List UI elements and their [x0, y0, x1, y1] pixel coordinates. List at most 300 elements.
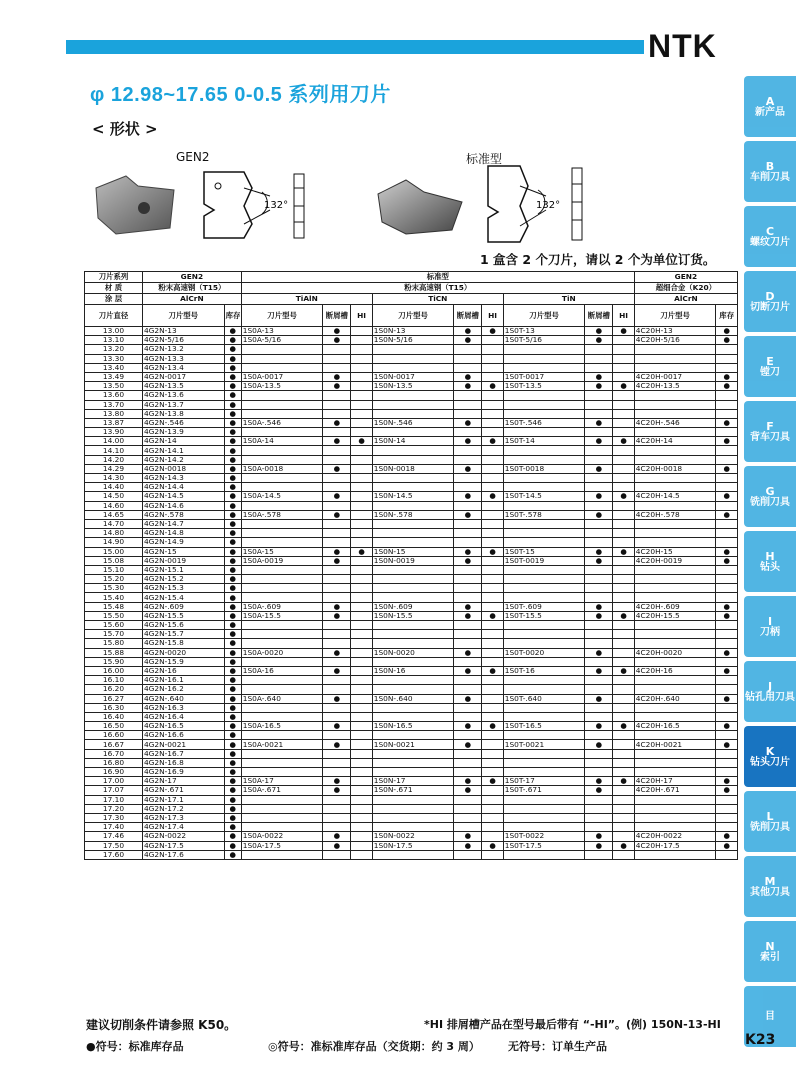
cell-a — [241, 354, 323, 363]
cell-a2 — [351, 529, 372, 538]
cell-t2 — [613, 786, 634, 795]
cell-t2 — [613, 602, 634, 611]
cell-t — [503, 363, 585, 372]
table-row — [85, 455, 738, 464]
cell-g: 4G2N-17.4 — [142, 823, 224, 832]
cell-a1: ● — [323, 510, 351, 519]
cell-t — [503, 575, 585, 584]
cell-c — [372, 621, 454, 630]
cell-a1: ● — [323, 437, 351, 446]
cell-t1: ● — [585, 336, 613, 345]
cell-t — [503, 639, 585, 648]
cell-k — [634, 795, 716, 804]
cell-t1 — [585, 804, 613, 813]
cell-a2 — [351, 712, 372, 721]
cell-a — [241, 685, 323, 694]
cell-t — [503, 593, 585, 602]
cell-t2: ● — [613, 382, 634, 391]
cell-t1 — [585, 639, 613, 648]
cell-a2 — [351, 823, 372, 832]
cell-g: 4G2N-.609 — [142, 602, 224, 611]
cell-c2 — [482, 795, 503, 804]
cell-c2: ● — [482, 547, 503, 556]
cell-t — [503, 584, 585, 593]
section-subtitle: < 形状 > — [92, 120, 158, 138]
cell-k — [634, 630, 716, 639]
cell-a — [241, 529, 323, 538]
table-row — [85, 400, 738, 409]
cell-t: 1S0T-5/16 — [503, 336, 585, 345]
cell-t2 — [613, 731, 634, 740]
cell-t1 — [585, 538, 613, 547]
cell-k1 — [716, 446, 738, 455]
hdr-standard: 标准型 — [241, 272, 634, 283]
cell-ga: ● — [224, 547, 241, 556]
cell-a — [241, 483, 323, 492]
cell-a — [241, 345, 323, 354]
cell-k1 — [716, 630, 738, 639]
table-row — [85, 593, 738, 602]
cell-d: 15.30 — [85, 584, 143, 593]
hdr-gen2: GEN2 — [142, 272, 241, 283]
cell-ga: ● — [224, 474, 241, 483]
cell-t: 1S0T-16.5 — [503, 722, 585, 731]
side-tab-c[interactable] — [744, 206, 796, 267]
cell-c1 — [454, 850, 482, 859]
cell-c: 1S0N-.640 — [372, 694, 454, 703]
cell-c — [372, 363, 454, 372]
cell-d: 16.10 — [85, 676, 143, 685]
cell-c: 1S0N-.578 — [372, 510, 454, 519]
cell-c: 1S0N-0018 — [372, 464, 454, 473]
side-tab-f[interactable] — [744, 401, 796, 462]
cell-k — [634, 639, 716, 648]
cell-d: 15.08 — [85, 556, 143, 565]
cell-k1: ● — [716, 786, 738, 795]
cell-c — [372, 823, 454, 832]
cell-c: 1S0N-15 — [372, 547, 454, 556]
cell-t1 — [585, 474, 613, 483]
cell-t — [503, 749, 585, 758]
cell-c2 — [482, 345, 503, 354]
hdr-diameter: 刀片直径 — [85, 305, 143, 327]
cell-t2 — [613, 630, 634, 639]
cell-c1: ● — [454, 464, 482, 473]
cell-a2 — [351, 850, 372, 859]
side-tab-letter: N — [765, 939, 775, 953]
side-tab-e[interactable] — [744, 336, 796, 397]
cell-t1: ● — [585, 694, 613, 703]
cell-t1: ● — [585, 382, 613, 391]
cell-c1 — [454, 804, 482, 813]
cell-k: 4C20H-.578 — [634, 510, 716, 519]
hdr-material-hss2: 粉末高速钢（T15） — [241, 283, 634, 294]
cell-t1 — [585, 354, 613, 363]
cell-k1 — [716, 823, 738, 832]
cell-g: 4G2N-13.5 — [142, 382, 224, 391]
cell-t2 — [613, 565, 634, 574]
cell-c2 — [482, 483, 503, 492]
cell-g: 4G2N-13.2 — [142, 345, 224, 354]
cell-t2 — [613, 336, 634, 345]
cell-k — [634, 685, 716, 694]
cell-c2 — [482, 474, 503, 483]
cell-a1 — [323, 538, 351, 547]
cell-a1 — [323, 768, 351, 777]
cell-c2 — [482, 565, 503, 574]
table-row — [85, 327, 738, 336]
cell-c1 — [454, 519, 482, 528]
cell-a — [241, 428, 323, 437]
cell-a: 1S0A-.640 — [241, 694, 323, 703]
cell-g: 4G2N-17.2 — [142, 804, 224, 813]
cell-k1 — [716, 685, 738, 694]
cell-a: 1S0A-13.5 — [241, 382, 323, 391]
table-row — [85, 676, 738, 685]
cell-c — [372, 685, 454, 694]
cell-t1 — [585, 630, 613, 639]
brand-logo: NTK — [648, 28, 717, 64]
cell-a1: ● — [323, 372, 351, 381]
cell-c2 — [482, 749, 503, 758]
cell-a — [241, 474, 323, 483]
cell-d: 17.30 — [85, 813, 143, 822]
cell-a — [241, 391, 323, 400]
cell-k1 — [716, 483, 738, 492]
cell-k — [634, 703, 716, 712]
hdr-chipbreaker: 断屑槽 — [585, 305, 613, 327]
cell-a1 — [323, 685, 351, 694]
table-row — [85, 391, 738, 400]
cell-t2: ● — [613, 327, 634, 336]
table-row — [85, 731, 738, 740]
cell-g: 4G2N-14.3 — [142, 474, 224, 483]
cell-t — [503, 446, 585, 455]
table-row — [85, 694, 738, 703]
hdr-code: 刀片型号 — [241, 305, 323, 327]
cell-a — [241, 703, 323, 712]
cell-d: 15.90 — [85, 657, 143, 666]
cell-t2 — [613, 749, 634, 758]
cell-a — [241, 813, 323, 822]
cell-k1 — [716, 850, 738, 859]
cell-a1 — [323, 501, 351, 510]
cell-c2 — [482, 455, 503, 464]
table-row — [85, 712, 738, 721]
cell-k1: ● — [716, 510, 738, 519]
cell-a2 — [351, 575, 372, 584]
cell-a1: ● — [323, 602, 351, 611]
cell-k1 — [716, 354, 738, 363]
cell-a: 1S0A-0020 — [241, 648, 323, 657]
cell-t2 — [613, 363, 634, 372]
cell-g: 4G2N-0021 — [142, 740, 224, 749]
cell-c1: ● — [454, 786, 482, 795]
cell-k1: ● — [716, 556, 738, 565]
cell-a1 — [323, 795, 351, 804]
cell-t — [503, 474, 585, 483]
cell-k — [634, 657, 716, 666]
cell-c2: ● — [482, 492, 503, 501]
cell-d: 17.20 — [85, 804, 143, 813]
cell-k1: ● — [716, 666, 738, 675]
cell-t2 — [613, 768, 634, 777]
table-row — [85, 768, 738, 777]
cell-t1 — [585, 703, 613, 712]
cell-k: 4C20H-17.5 — [634, 841, 716, 850]
cell-c2 — [482, 372, 503, 381]
cell-c2 — [482, 648, 503, 657]
cell-c1 — [454, 676, 482, 685]
cell-t — [503, 685, 585, 694]
cell-a1 — [323, 354, 351, 363]
cell-t1 — [585, 749, 613, 758]
cell-t1 — [585, 813, 613, 822]
cell-t — [503, 519, 585, 528]
side-tab-l[interactable] — [744, 791, 796, 852]
table-row — [85, 437, 738, 446]
hdr-hi: HI — [351, 305, 372, 327]
cell-a2 — [351, 795, 372, 804]
cell-t: 1S0T-0019 — [503, 556, 585, 565]
hdr-code: 刀片型号 — [372, 305, 454, 327]
cell-c — [372, 519, 454, 528]
side-tab-label: 其他刀具 — [750, 886, 790, 898]
cell-g: 4G2N-15.6 — [142, 621, 224, 630]
cell-d: 14.60 — [85, 501, 143, 510]
side-tab-k[interactable] — [744, 726, 796, 787]
cell-t1: ● — [585, 492, 613, 501]
side-tab-i[interactable] — [744, 596, 796, 657]
cell-t: 1S0T-16 — [503, 666, 585, 675]
cell-k1 — [716, 428, 738, 437]
cell-a2: ● — [351, 547, 372, 556]
cell-t2 — [613, 418, 634, 427]
cell-c — [372, 630, 454, 639]
cell-t2 — [613, 712, 634, 721]
cell-g: 4G2N-15.4 — [142, 593, 224, 602]
cell-c2 — [482, 758, 503, 767]
cell-ga: ● — [224, 455, 241, 464]
side-tab-label: 刀柄 — [760, 626, 780, 638]
cell-k1 — [716, 474, 738, 483]
cell-g: 4G2N-.640 — [142, 694, 224, 703]
cell-c — [372, 575, 454, 584]
cell-ga: ● — [224, 556, 241, 565]
side-tab-b[interactable] — [744, 141, 796, 202]
cell-a — [241, 501, 323, 510]
cell-a1: ● — [323, 336, 351, 345]
cell-c1: ● — [454, 336, 482, 345]
cell-t2 — [613, 621, 634, 630]
cell-a1: ● — [323, 611, 351, 620]
cell-a2 — [351, 354, 372, 363]
cell-a2 — [351, 777, 372, 786]
cell-ga: ● — [224, 464, 241, 473]
cell-t — [503, 676, 585, 685]
table-row — [85, 804, 738, 813]
cell-c2 — [482, 428, 503, 437]
cell-d: 14.65 — [85, 510, 143, 519]
cell-k1 — [716, 676, 738, 685]
cell-c — [372, 639, 454, 648]
side-tab-letter: F — [766, 419, 774, 433]
cell-t2 — [613, 391, 634, 400]
cell-t1 — [585, 731, 613, 740]
cell-t: 1S0T-.546 — [503, 418, 585, 427]
cell-c1 — [454, 657, 482, 666]
cell-ga: ● — [224, 501, 241, 510]
cell-d: 13.90 — [85, 428, 143, 437]
cell-c1 — [454, 391, 482, 400]
cell-c2 — [482, 400, 503, 409]
cell-d: 13.49 — [85, 372, 143, 381]
cell-ga: ● — [224, 676, 241, 685]
hdr-coating-alcrn2: AlCrN — [634, 294, 737, 305]
side-tab-j[interactable] — [744, 661, 796, 722]
table-row — [85, 657, 738, 666]
cell-a1 — [323, 657, 351, 666]
cell-d: 17.40 — [85, 823, 143, 832]
cell-k1: ● — [716, 832, 738, 841]
cell-a1 — [323, 584, 351, 593]
cell-c1: ● — [454, 611, 482, 620]
cell-t1 — [585, 428, 613, 437]
cell-t2 — [613, 446, 634, 455]
cell-t1 — [585, 795, 613, 804]
cell-t1 — [585, 584, 613, 593]
cell-c1 — [454, 795, 482, 804]
hdr-coating-tin: TiN — [503, 294, 634, 305]
cell-g: 4G2N-16 — [142, 666, 224, 675]
cell-a: 1S0A-13 — [241, 327, 323, 336]
side-tab-g[interactable] — [744, 466, 796, 527]
cell-k — [634, 731, 716, 740]
cell-a — [241, 446, 323, 455]
cell-c: 1S0N-16 — [372, 666, 454, 675]
cell-c: 1S0N-14 — [372, 437, 454, 446]
cell-c1: ● — [454, 777, 482, 786]
side-tab-label: 背车刀具 — [750, 431, 790, 443]
cell-a1 — [323, 474, 351, 483]
footnote-conditions: 建议切削条件请参照 K50。 — [86, 1018, 237, 1032]
cell-a2 — [351, 611, 372, 620]
cell-t: 1S0T-15.5 — [503, 611, 585, 620]
table-row — [85, 382, 738, 391]
insert-photo-standard — [372, 172, 468, 240]
cell-a1 — [323, 483, 351, 492]
cell-t1 — [585, 565, 613, 574]
cell-a2 — [351, 565, 372, 574]
angle-label-standard: 132° — [536, 200, 561, 211]
cell-a2 — [351, 694, 372, 703]
table-row — [85, 703, 738, 712]
cell-a1 — [323, 400, 351, 409]
table-row — [85, 510, 738, 519]
cell-k1: ● — [716, 492, 738, 501]
cell-a — [241, 712, 323, 721]
cell-a — [241, 630, 323, 639]
side-tab-label: 切断刀片 — [750, 301, 790, 313]
side-tab-m[interactable] — [744, 856, 796, 917]
cell-ga: ● — [224, 657, 241, 666]
cell-c: 1S0N-17 — [372, 777, 454, 786]
cell-ga: ● — [224, 584, 241, 593]
cell-c2 — [482, 556, 503, 565]
page-title: φ 12.98~17.65 0-0.5 系列用刀片 — [90, 84, 391, 106]
hdr-code: 刀片型号 — [634, 305, 716, 327]
hdr-code: 刀片型号 — [503, 305, 585, 327]
cell-t — [503, 428, 585, 437]
cell-a2 — [351, 639, 372, 648]
cell-a1 — [323, 639, 351, 648]
cell-g: 4G2N-0018 — [142, 464, 224, 473]
cell-a: 1S0A-16 — [241, 666, 323, 675]
cell-t: 1S0T-.671 — [503, 786, 585, 795]
cell-t — [503, 823, 585, 832]
cell-t1 — [585, 363, 613, 372]
cell-ga: ● — [224, 823, 241, 832]
cell-a1 — [323, 731, 351, 740]
side-tab-a[interactable] — [744, 76, 796, 137]
cell-c: 1S0N-0021 — [372, 740, 454, 749]
cell-k1 — [716, 363, 738, 372]
cell-t1 — [585, 409, 613, 418]
cell-k: 4C20H-16 — [634, 666, 716, 675]
side-tab-n[interactable] — [744, 921, 796, 982]
hdr-gen2-carbide: GEN2 — [634, 272, 737, 283]
cell-a2 — [351, 602, 372, 611]
cell-c1 — [454, 584, 482, 593]
cell-c — [372, 657, 454, 666]
cell-k1 — [716, 639, 738, 648]
cell-t2 — [613, 657, 634, 666]
cell-c1: ● — [454, 372, 482, 381]
cell-t2 — [613, 501, 634, 510]
cell-a — [241, 823, 323, 832]
cell-c2 — [482, 740, 503, 749]
cell-c1: ● — [454, 418, 482, 427]
cell-a: 1S0A-.546 — [241, 418, 323, 427]
cell-g: 4G2N-0020 — [142, 648, 224, 657]
cell-t2 — [613, 400, 634, 409]
cell-k1: ● — [716, 648, 738, 657]
cell-c1 — [454, 758, 482, 767]
side-tab-d[interactable] — [744, 271, 796, 332]
cell-c: 1S0N-16.5 — [372, 722, 454, 731]
cell-a2 — [351, 345, 372, 354]
cell-k1 — [716, 529, 738, 538]
side-tab-letter: J — [767, 679, 773, 693]
cell-k: 4C20H-17 — [634, 777, 716, 786]
cell-t2: ● — [613, 492, 634, 501]
table-row — [85, 492, 738, 501]
cell-k — [634, 768, 716, 777]
hdr-material-carbide: 超细合金（K20） — [634, 283, 737, 294]
table-row — [85, 363, 738, 372]
cell-t1: ● — [585, 547, 613, 556]
cell-k — [634, 391, 716, 400]
cell-c1: ● — [454, 841, 482, 850]
side-tab-label: 镗刀 — [760, 366, 780, 378]
side-tab-h[interactable] — [744, 531, 796, 592]
cell-d: 16.67 — [85, 740, 143, 749]
table-row — [85, 529, 738, 538]
cell-t1 — [585, 768, 613, 777]
cell-d: 13.00 — [85, 327, 143, 336]
cell-a1 — [323, 758, 351, 767]
cell-a1 — [323, 409, 351, 418]
